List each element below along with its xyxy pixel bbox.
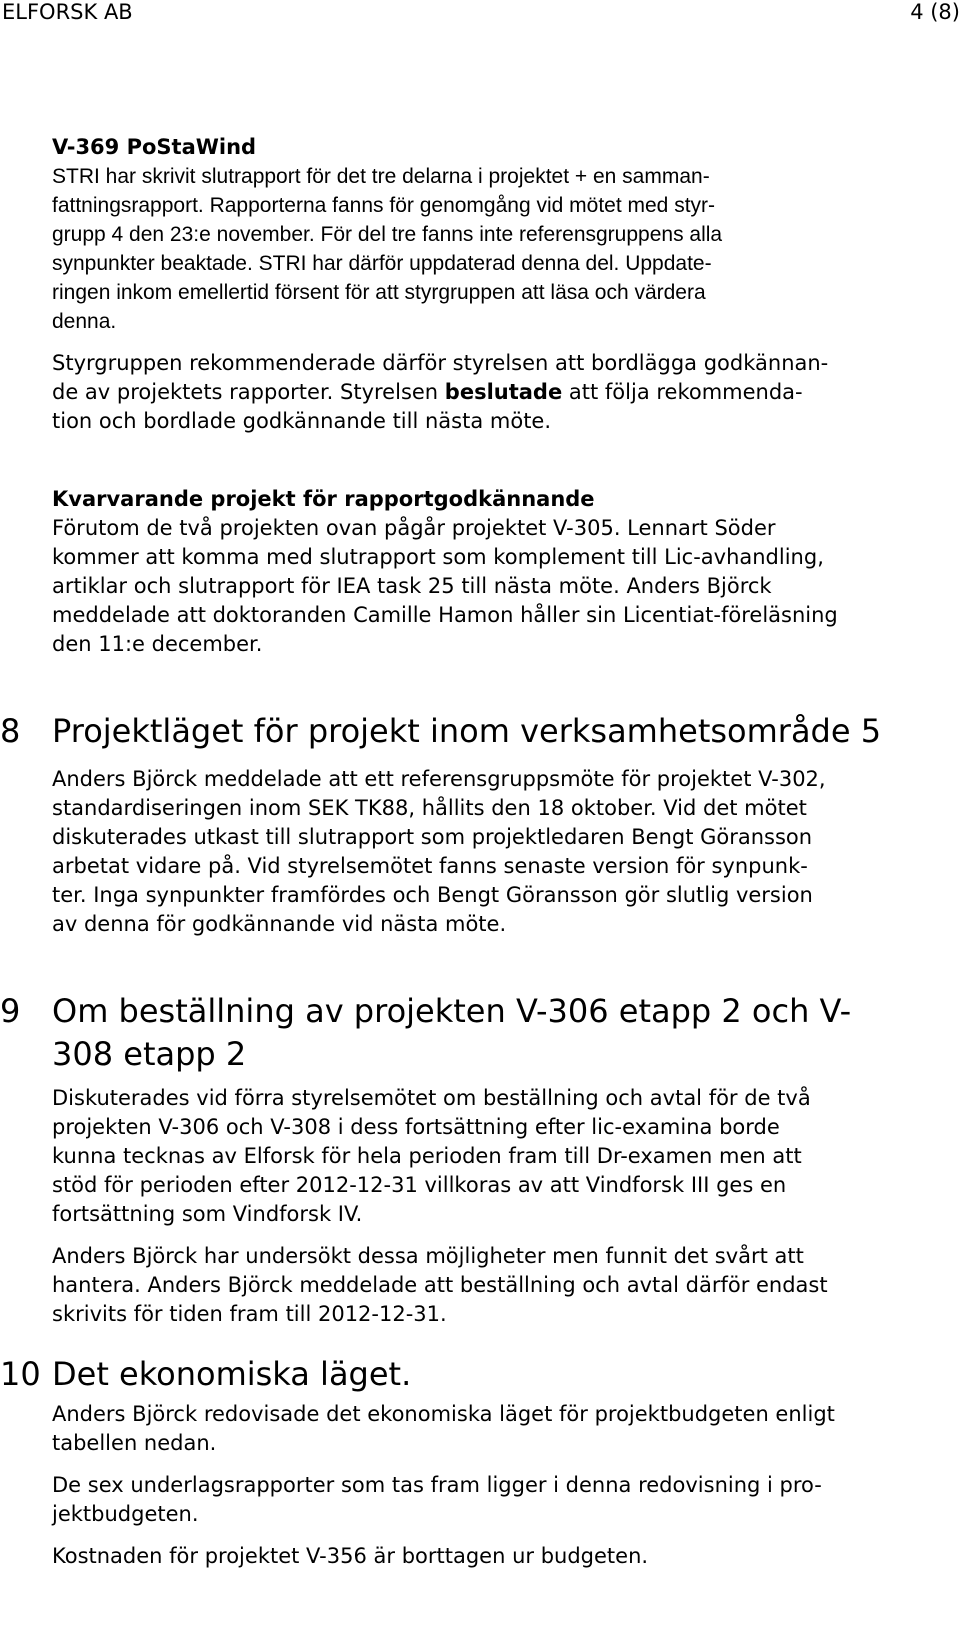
section-number: 9	[0, 992, 21, 1030]
text-line: skrivits för tiden fram till 2012-12-31.	[52, 1302, 447, 1326]
section-title	[52, 990, 932, 1076]
text-line: Förutom de två projekten ovan pågår projektet V-305. Lennart Söder	[52, 516, 776, 540]
text-line: Diskuterades vid förra styrelsemötet om beställning och avtal för de två	[52, 1086, 811, 1110]
text-line: diskuterades utkast till slutrapport som projektledaren Bengt Göransson	[52, 825, 813, 849]
text-line: den 11:e december.	[52, 632, 263, 656]
section-v369	[52, 133, 942, 436]
section-9-heading	[0, 990, 950, 1076]
text-line: artiklar och slutrapport för IEA task 25 till nästa möte. Anders Björck	[52, 574, 772, 598]
text-line: synpunkter beaktade. STRI har därför uppdaterad denna del. Uppdate-	[52, 252, 712, 275]
text-line: De sex underlagsrapporter som tas fram ligger i denna redovisning i pro-	[52, 1473, 822, 1497]
text-line: tabellen nedan.	[52, 1431, 217, 1455]
text-line: grupp 4 den 23:e november. För del tre fanns inte referensgruppens alla	[52, 223, 723, 246]
section-10-body	[52, 1400, 942, 1571]
text-line: tion och bordlade godkännande till nästa möte.	[52, 409, 552, 433]
text-line: projekten V-306 och V-308 i dess fortsättning efter lic-examina borde	[52, 1115, 780, 1139]
text-line: fattningsrapport. Rapporterna fanns för genomgång vid mötet med styr-	[52, 194, 716, 217]
text-line: hantera. Anders Björck meddelade att beställning och avtal därför endast	[52, 1273, 828, 1297]
page-header	[0, 0, 960, 30]
text-line: standardiseringen inom SEK TK88, hållits den 18 oktober. Vid det mötet	[52, 796, 807, 820]
text-line: Kostnaden för projektet V-356 är borttagen ur budgeten.	[52, 1544, 649, 1568]
section-title: Projektläget för projekt inom verksamhetsområde 5	[52, 712, 882, 750]
section-8-body	[52, 765, 942, 939]
text-line: STRI har skrivit slutrapport för det tre delarna i projektet + en samman-	[52, 165, 710, 188]
text-run: de av projektets rapporter. Styrelsen	[52, 380, 445, 404]
title-line: Om beställning av projekten V-306 etapp 2 och V-	[52, 992, 852, 1030]
text-line: kommer att komma med slutrapport som komplement till Lic-avhandling,	[52, 545, 824, 569]
v369-paragraph-1	[52, 162, 942, 336]
v369-title: V-369 PoStaWind	[52, 135, 257, 159]
company-name: ELFORSK AB	[2, 0, 133, 24]
section-number: 10	[0, 1355, 41, 1393]
text-line: ter. Inga synpunkter framfördes och Bengt Göransson gör slutlig version	[52, 883, 813, 907]
page-number: 4 (8)	[910, 0, 960, 24]
text-line: meddelade att doktoranden Camille Hamon håller sin Licentiat-föreläsning	[52, 603, 838, 627]
text-line: fortsättning som Vindforsk IV.	[52, 1202, 363, 1226]
section-9-body	[52, 1084, 942, 1329]
remaining-title: Kvarvarande projekt för rapportgodkännande	[52, 487, 595, 511]
text-line: denna.	[52, 310, 117, 333]
text-line: Anders Björck redovisade det ekonomiska läget för projektbudgeten enligt	[52, 1402, 835, 1426]
text-line: jektbudgeten.	[52, 1502, 199, 1526]
text-line	[52, 378, 942, 407]
text-line: kunna tecknas av Elforsk för hela perioden fram till Dr-examen men att	[52, 1144, 802, 1168]
text-line: stöd för perioden efter 2012-12-31 villkoras av att Vindforsk III ges en	[52, 1173, 787, 1197]
text-line: Anders Björck meddelade att ett referensgruppsmöte för projektet V-302,	[52, 767, 826, 791]
text-run: att följa rekommenda-	[562, 380, 803, 404]
text-line: Anders Björck har undersökt dessa möjligheter men funnit det svårt att	[52, 1244, 804, 1268]
text-line: ringen inkom emellertid försent för att styrgruppen att läsa och värdera	[52, 281, 706, 304]
section-remaining-projects	[52, 485, 942, 659]
section-number: 8	[0, 712, 21, 750]
text-line: Styrgruppen rekommenderade därför styrelsen att bordlägga godkännan-	[52, 351, 829, 375]
text-line: arbetat vidare på. Vid styrelsemötet fanns senaste version för synpunk-	[52, 854, 808, 878]
title-line: 308 etapp 2	[52, 1035, 247, 1073]
decision-word: beslutade	[444, 380, 563, 404]
section-title: Det ekonomiska läget.	[52, 1355, 412, 1393]
text-line: av denna för godkännande vid nästa möte.	[52, 912, 507, 936]
v369-paragraph-2	[52, 349, 942, 436]
